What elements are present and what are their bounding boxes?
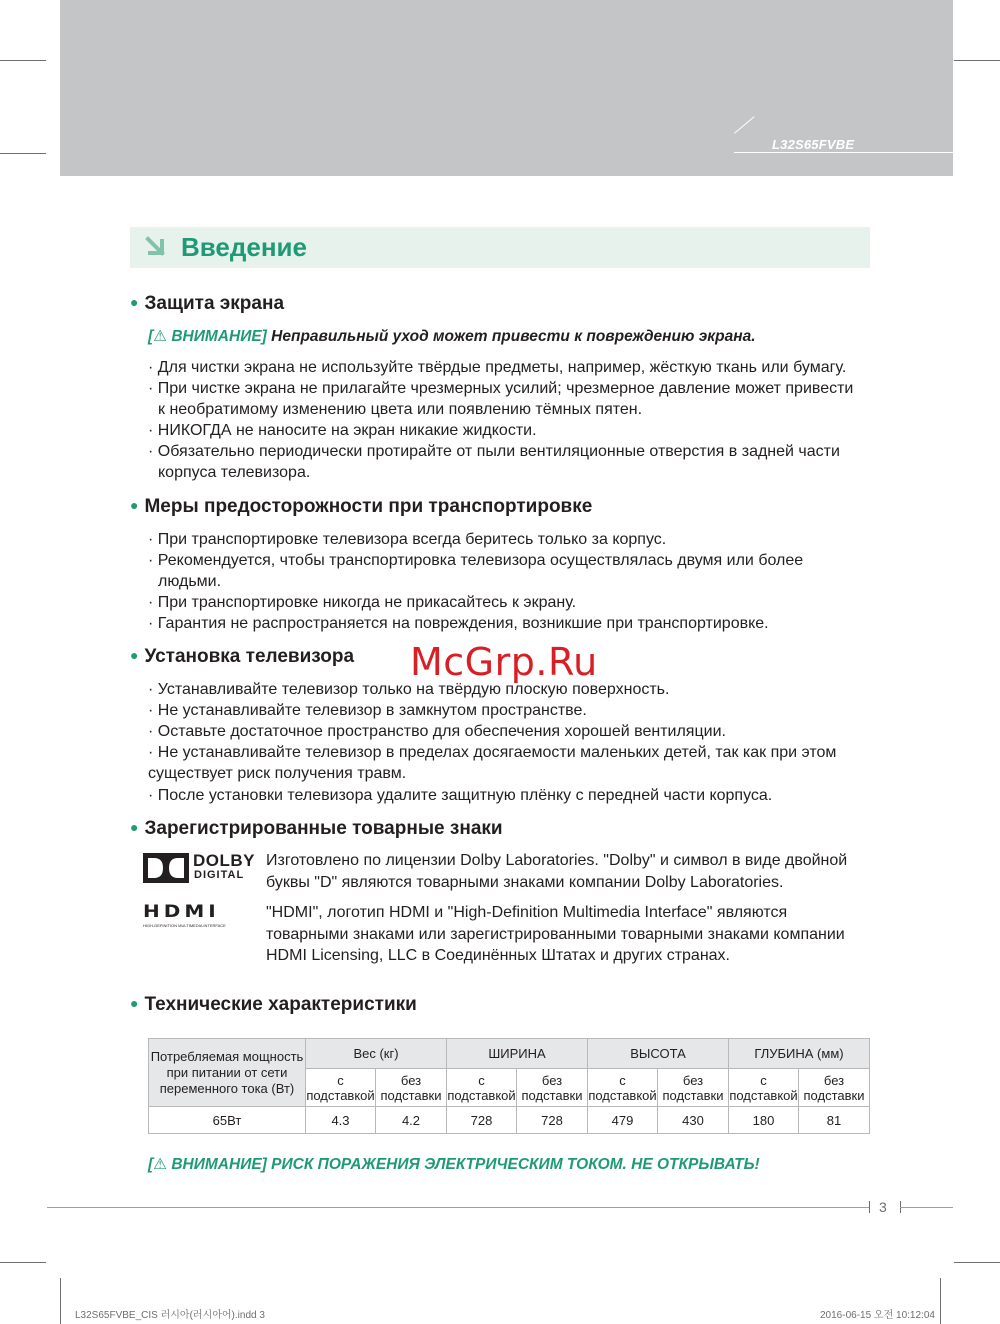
hdmi-logo (143, 900, 251, 929)
arrow-down-right-icon (145, 236, 167, 258)
heading-installation: ● Установка телевизора (130, 646, 355, 667)
text-line: · Обязательно периодически протирайте от пыли вентиляционные отверстия в задней части (148, 443, 840, 460)
warning-screen (148, 327, 756, 346)
section-title: Введение (181, 232, 307, 262)
spec-cell: 430 (658, 1107, 729, 1134)
dolby-text: буквы "D" являются товарными знаками компании Dolby Laboratories. (266, 874, 784, 891)
warning-label: [⚠ ВНИМАНИЕ] (148, 1156, 267, 1173)
crop-mark (0, 1262, 46, 1263)
warning-text: РИСК ПОРАЖЕНИЯ ЭЛЕКТРИЧЕСКИМ ТОКОМ. НЕ ОТКРЫВАТЬ! (271, 1156, 760, 1173)
header-rule (734, 152, 953, 153)
spec-subheader: с подставкой (447, 1069, 517, 1107)
spec-cell: 728 (517, 1107, 588, 1134)
heading-trademarks: ● Зарегистрированные товарные знаки (130, 818, 503, 839)
shock-warning (148, 1155, 760, 1174)
crop-mark (0, 60, 46, 61)
heading-screen-protection: ● Защита экрана (130, 293, 285, 314)
double-d-icon (143, 853, 189, 883)
bullet-icon: ● (130, 294, 139, 310)
watermark: McGrp.Ru (410, 640, 598, 684)
warning-label: [⚠ ВНИМАНИЕ] (148, 328, 267, 345)
footer-rule (47, 1207, 869, 1208)
text-line: · Рекомендуется, чтобы транспортировка телевизора осуществлялась двумя или более (148, 552, 804, 569)
heading-specs: ● Технические характеристики (130, 994, 417, 1015)
spec-header-group: ВЫСОТА (588, 1039, 729, 1069)
crop-mark (954, 60, 1000, 61)
spec-cell: 180 (729, 1107, 799, 1134)
spec-header-group: ШИРИНА (447, 1039, 588, 1069)
spec-subheader: с подставкой (588, 1069, 658, 1107)
crop-mark (60, 1278, 61, 1324)
warning-text: Неправильный уход может привести к повреждению экрана. (271, 328, 756, 345)
text-line: · При транспортировке телевизора всегда беритесь только за корпус. (148, 531, 667, 548)
spec-subheader: без подставки (658, 1069, 729, 1107)
spec-cell: 479 (588, 1107, 658, 1134)
text-line: · Не устанавливайте телевизор в замкнутом пространстве. (148, 702, 587, 719)
hdmi-text: HDMI Licensing, LLC в Соединённых Штатах и других странах. (266, 947, 730, 964)
text-line: · НИКОГДА не наносите на экран никакие жидкости. (148, 422, 537, 439)
text-line: · Не устанавливайте телевизор в пределах досягаемости маленьких детей, так как при этом (148, 744, 837, 761)
spec-table (148, 1038, 870, 1134)
footer-tick (869, 1201, 870, 1213)
spec-cell: 4.3 (306, 1107, 376, 1134)
spec-cell-power: 65Вт (149, 1107, 306, 1134)
hdmi-logo-bottom: HIGH-DEFINITION MULTIMEDIA INTERFACE (143, 923, 226, 928)
dolby-logo-top: DOLBY (193, 851, 255, 870)
dolby-text: Изготовлено по лицензии Dolby Laboratories. "Dolby" и символ в виде двойной (266, 852, 848, 869)
bullet-icon: ● (130, 497, 139, 513)
spec-subheader: без подставки (799, 1069, 870, 1107)
hdmi-logo-top: HDMI (143, 900, 220, 922)
dolby-digital-logo (143, 851, 253, 885)
hdmi-text: "HDMI", логотип HDMI и "High-Definition Multimedia Interface" являются (266, 904, 788, 921)
page-number: 3 (879, 1199, 887, 1215)
text-line: · При чистке экрана не прилагайте чрезмерных усилий; чрезмерное давление может привести (148, 380, 854, 397)
text-line: существует риск получения травм. (148, 765, 407, 782)
model-code: L32S65FVBE (772, 137, 855, 152)
spec-header-group: Вес (кг) (306, 1039, 447, 1069)
text-line: · Гарантия не распространяется на повреждения, возникшие при транспортировке. (148, 615, 769, 632)
hdmi-text: товарными знаками или зарегистрированными товарными знаками компании (266, 926, 845, 943)
spec-cell: 81 (799, 1107, 870, 1134)
spec-header-power: Потребляемая мощность при питании от сети переменного тока (Вт) (149, 1039, 306, 1107)
text-line: · Для чистки экрана не используйте твёрдые предметы, например, жёсткую ткань или бумагу. (148, 359, 847, 376)
footer-rule (900, 1207, 953, 1208)
crop-mark (940, 1278, 941, 1324)
bullet-icon: ● (130, 995, 139, 1011)
dolby-logo-bottom: DIGITAL (194, 869, 245, 881)
text-line: корпуса телевизора. (158, 464, 311, 481)
bullet-icon: ● (130, 819, 139, 835)
text-line: · После установки телевизора удалите защитную плёнку с передней части корпуса. (148, 787, 773, 804)
spec-cell: 728 (447, 1107, 517, 1134)
crop-mark (954, 1262, 1000, 1263)
slug-date: 2016-06-15 오전 10:12:04 (820, 1310, 935, 1321)
text-line: к необратимому изменению цвета или появлению тёмных пятен. (158, 401, 643, 418)
heading-transport: ● Меры предосторожности при транспортировке (130, 496, 593, 517)
spec-subheader: с подставкой (729, 1069, 799, 1107)
crop-mark (0, 153, 46, 154)
spec-subheader: без подставки (517, 1069, 588, 1107)
text-line: · При транспортировке никогда не прикасайтесь к экрану. (148, 594, 577, 611)
spec-subheader: с подставкой (306, 1069, 376, 1107)
text-line: · Оставьте достаточное пространство для обеспечения хорошей вентиляции. (148, 723, 726, 740)
spec-header-group: ГЛУБИНА (мм) (729, 1039, 870, 1069)
slug-file: L32S65FVBE_CIS 러시아(러시아어).indd 3 (75, 1310, 265, 1321)
spec-subheader: без подставки (376, 1069, 447, 1107)
bullet-icon: ● (130, 647, 139, 663)
spec-cell: 4.2 (376, 1107, 447, 1134)
text-line: людьми. (158, 573, 222, 590)
text-line: · Устанавливайте телевизор только на твёрдую плоскую поверхность. (148, 681, 670, 698)
